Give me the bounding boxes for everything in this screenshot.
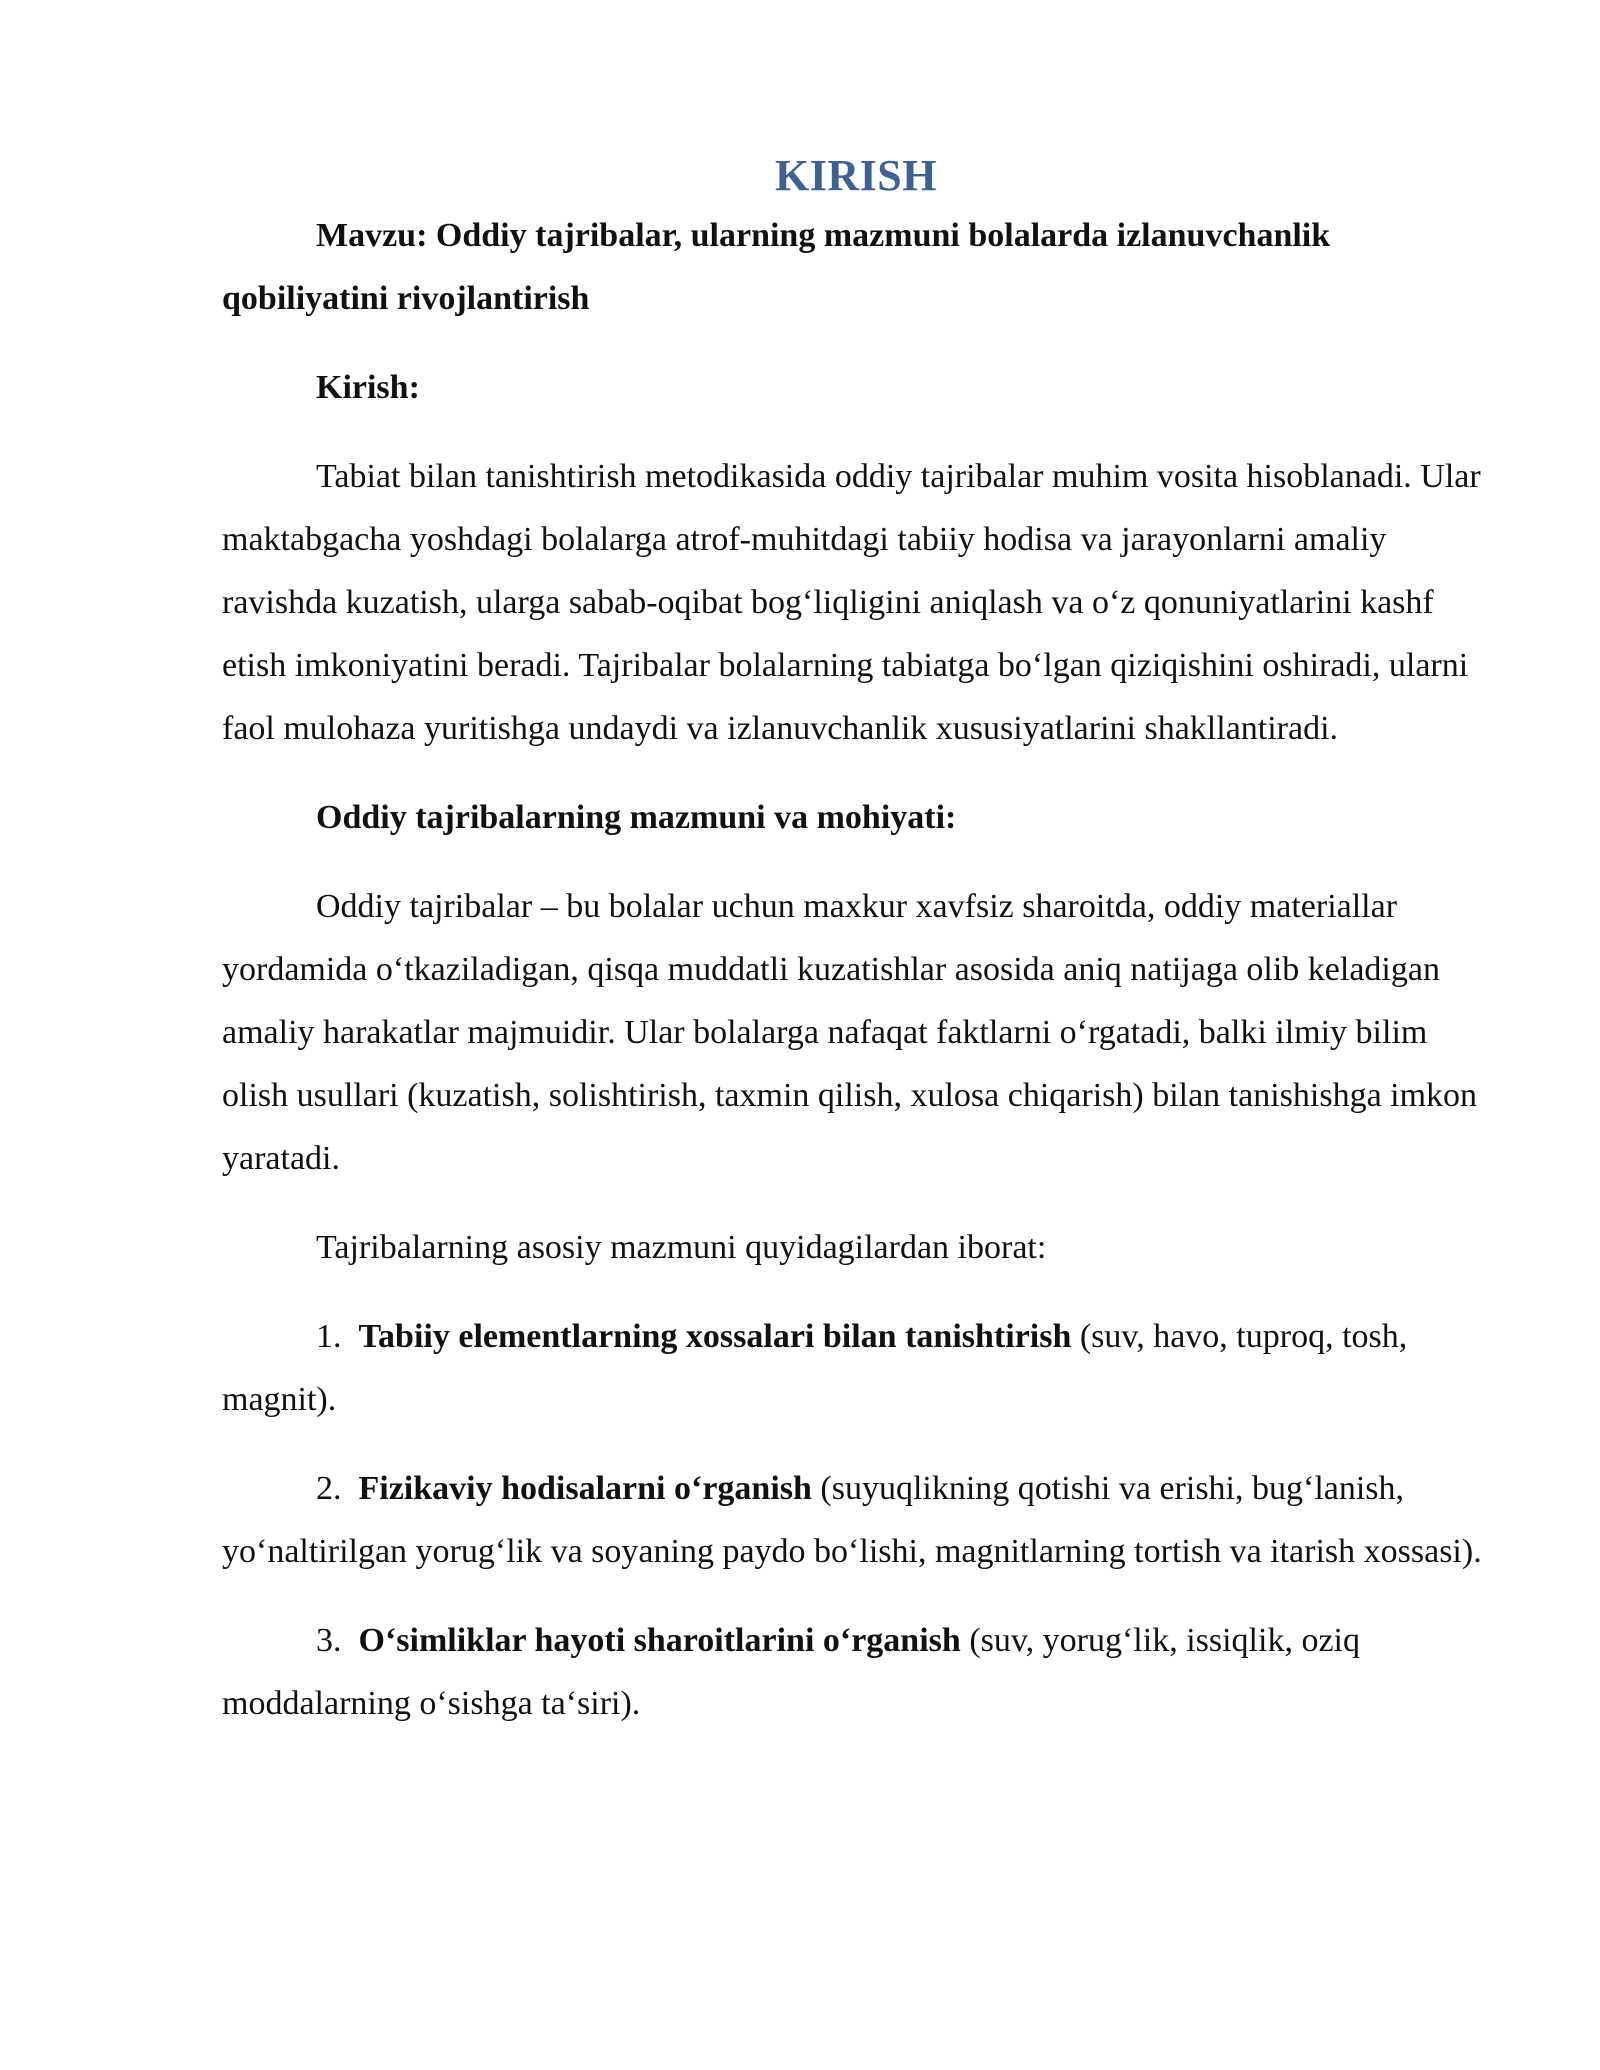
topic-heading: Mavzu: Oddiy tajribalar, ularning mazmuni bolalarda izlanuvchanlik qobiliyatini rivojlantirish bbox=[222, 217, 1331, 317]
list-item-number: 3. bbox=[316, 1622, 342, 1659]
list-item bbox=[222, 1457, 1490, 1583]
list-intro: Tajribalarning asosiy mazmuni quyidagilardan iborat: bbox=[316, 1229, 1047, 1266]
list-item bbox=[222, 1305, 1490, 1431]
list-item-detail: (suv, yorug‘lik, issiqlik, oziq moddalarning o‘sishga ta‘siri). bbox=[222, 1622, 1360, 1722]
list-item-title: O‘simliklar hayoti sharoitlarini o‘rganish bbox=[358, 1622, 961, 1659]
intro-paragraph: Tabiat bilan tanishtirish metodikasida oddiy tajribalar muhim vosita hisoblanadi. Ular maktabgacha yoshdagi bolalarga atrof-muhitdagi tabiiy hodisa va jarayonlarni amaliy ravishda kuzatish, ularga sabab-oqibat bog‘liqligini aniqlash va o‘z qonuniyatlarini kashf etish imkoniyatini beradi. Tajribalar bolalarning tabiatga bo‘lgan qiziqishini oshiradi, ularni faol mulohaza yuritishga undaydi va izlanuvchanlik xususiyatlarini shakllantiradi. bbox=[222, 458, 1481, 747]
list-item-detail: (suyuqlikning qotishi va erishi, bug‘lanish, yo‘naltirilgan yorug‘lik va soyaning paydo bo‘lishi, magnitlarning tortish va itarish xossasi). bbox=[222, 1470, 1482, 1570]
list-item-title: Fizikaviy hodisalarni o‘rganish bbox=[358, 1470, 812, 1507]
section-heading: Oddiy tajribalarning mazmuni va mohiyati: bbox=[316, 799, 957, 836]
section-paragraph: Oddiy tajribalar – bu bolalar uchun maxkur xavfsiz sharoitda, oddiy materiallar yordamida o‘tkaziladigan, qisqa muddatli kuzatishlar asosida aniq natijaga olib keladigan amaliy harakatlar majmuidir. Ular bolalarga nafaqat faktlarni o‘rgatadi, balki ilmiy bilim olish usullari (kuzatish, solishtirish, taxmin qilish, xulosa chiqarish) bilan tanishishga imkon yaratadi. bbox=[222, 888, 1478, 1177]
list-item-number: 2. bbox=[316, 1470, 342, 1507]
intro-heading: Kirish: bbox=[316, 369, 420, 406]
list-item bbox=[222, 1609, 1490, 1735]
list-item-number: 1. bbox=[316, 1318, 342, 1355]
list-item-detail: (suv, havo, tuproq, tosh, magnit). bbox=[222, 1318, 1408, 1418]
page-title: KIRISH bbox=[775, 151, 937, 200]
list-item-title: Tabiiy elementlarning xossalari bilan tanishtirish bbox=[358, 1318, 1072, 1355]
document-body bbox=[222, 150, 1490, 1735]
